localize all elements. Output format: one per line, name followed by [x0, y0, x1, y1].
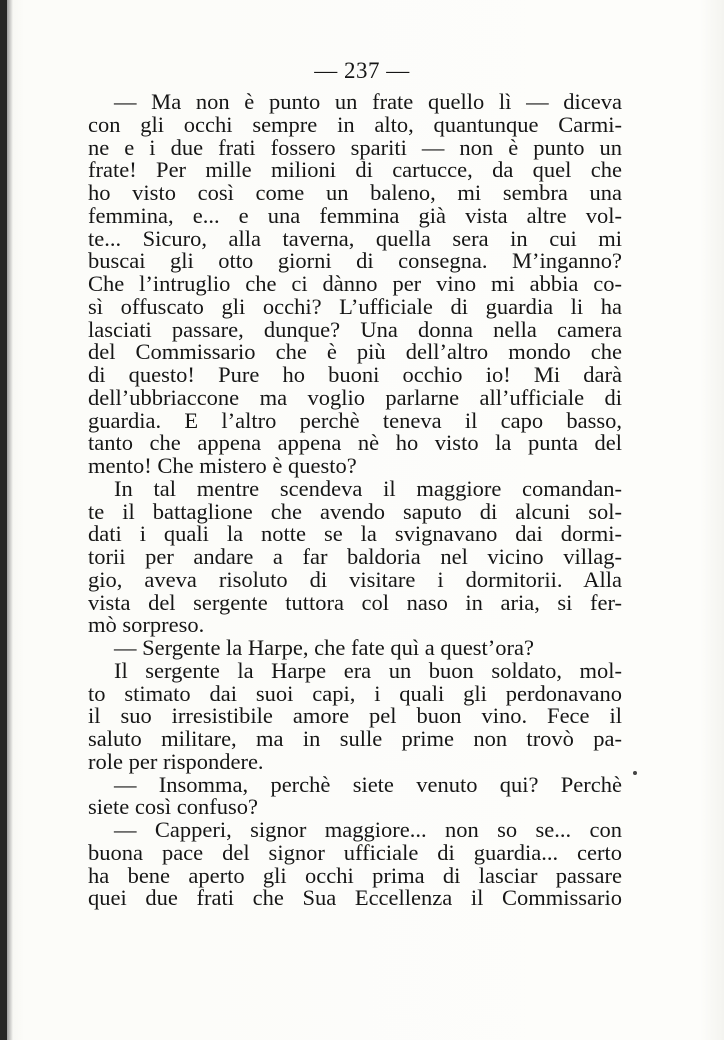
text-line: tanto che appena appena nè ho visto la punta del	[88, 430, 622, 456]
page-binding-edge	[0, 0, 7, 1040]
text-line: del Commissario che è più dell’altro mondo che	[88, 339, 622, 365]
text-line: to stimato dai suoi capi, i quali gli perdonavano	[88, 680, 622, 706]
text-line: ho visto così come un baleno, mi sembra una	[88, 180, 622, 205]
text-line: lasciati passare, dunque? Una donna nella camera	[88, 316, 622, 342]
text-line: Che l’intruglio che ci dànno per vino mi abbia co-	[88, 271, 622, 296]
text-line: gio, aveva risoluto di visitare i dormitorii. Alla	[88, 566, 622, 592]
text-line: di questo! Pure ho buoni occhio io! Mi darà	[88, 362, 622, 387]
text-line: te il battaglione che avendo saputo di alcuni sol-	[88, 498, 622, 524]
text-line: guardia. E l’altro perchè teneva il capo basso,	[88, 407, 622, 433]
text-line: buona pace del signor ufficiale di guardia... certo	[88, 839, 622, 865]
text-line: te... Sicuro, alla taverna, quella sera in cui mi	[88, 225, 622, 251]
text-line: siete così confuso?	[88, 794, 258, 820]
text-line: role per rispondere.	[88, 748, 264, 774]
page-number: — 237 —	[314, 58, 410, 83]
text-line: femmina, e... e una femmina già vista altre vol-	[88, 202, 622, 228]
text-line: — Insomma, perchè siete venuto qui? Perchè	[114, 771, 622, 797]
text-line: quei due frati che Sua Eccellenza il Commissario	[88, 885, 622, 911]
ink-speck	[633, 771, 637, 775]
text-line: — Capperi, signor maggiore... non so se... con	[114, 817, 622, 842]
text-line: sì offuscato gli occhi? L’ufficiale di guardia li ha	[88, 293, 622, 319]
text-line: dell’ubbriaccone ma voglio parlarne all’ufficiale di	[88, 384, 622, 410]
body-text	[88, 91, 622, 910]
text-line: — Ma non è punto un frate quello lì — diceva	[114, 89, 622, 114]
text-line: frate! Per mille milioni di cartucce, da quel che	[88, 157, 622, 183]
text-line: mento! Che mistero è questo?	[88, 453, 357, 478]
text-line: Il sergente la Harpe era un buon soldato, mol-	[114, 657, 622, 683]
page-edge-shadow	[7, 0, 13, 1040]
text-line: dati i quali la notte se la svignavano dai dormi-	[88, 521, 622, 547]
text-line: In tal mentre scendeva il maggiore comandan-	[114, 475, 622, 501]
text-line: mò sorpreso.	[88, 612, 205, 638]
text-line: — Sergente la Harpe, che fate quì a quest’ora?	[114, 635, 535, 660]
text-line: ha bene aperto gli occhi prima di lasciar passare	[88, 862, 622, 888]
text-line: ne e i due frati fossero spariti — non è punto un	[88, 134, 622, 160]
text-line: con gli occhi sempre in alto, quantunque Carmi-	[88, 111, 622, 137]
text-line: buscai gli otto giorni di consegna. M’inganno?	[88, 248, 622, 274]
text-line: il suo irresistibile amore pel buon vino. Fece il	[88, 703, 622, 729]
text-line: torii per andare a far baldoria nel vicino villag-	[88, 544, 622, 569]
text-line: saluto militare, ma in sulle prime non trovò pa-	[88, 726, 622, 751]
text-line: vista del sergente tuttora col naso in aria, si fer-	[88, 589, 622, 615]
